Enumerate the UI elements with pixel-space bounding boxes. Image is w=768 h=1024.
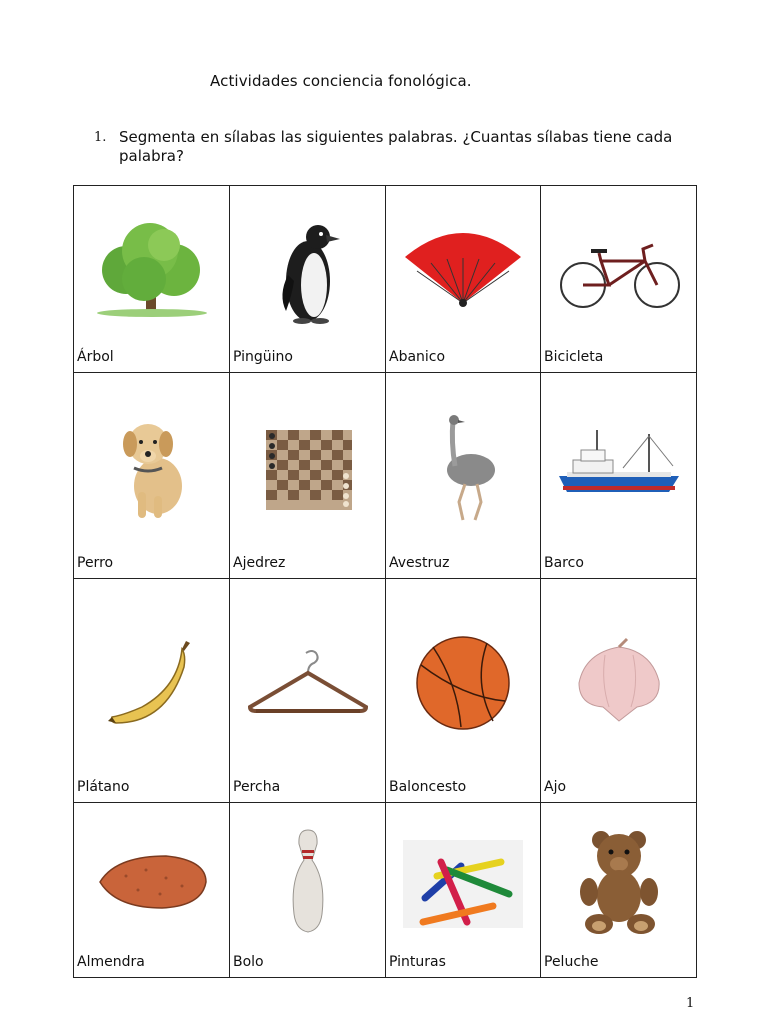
banana-icon xyxy=(86,627,218,739)
cell-barco xyxy=(541,373,697,579)
cell-ajo xyxy=(541,579,697,803)
cell-ajedrez xyxy=(230,373,386,579)
bowling-pin-icon xyxy=(242,826,374,938)
cell-platano xyxy=(74,579,230,803)
page-number: 1 xyxy=(686,996,695,1011)
ostrich-icon xyxy=(397,412,529,524)
fan-icon xyxy=(397,215,529,327)
question-number: 1. xyxy=(94,130,107,145)
cell-percha xyxy=(230,579,386,803)
cell-perro xyxy=(74,373,230,579)
cell-baloncesto xyxy=(386,579,541,803)
basketball-icon xyxy=(397,627,529,739)
word-label: Avestruz xyxy=(389,555,450,571)
bicycle-icon xyxy=(553,215,685,327)
cell-arbol xyxy=(74,186,230,373)
word-label: Barco xyxy=(544,555,584,571)
crayons-icon xyxy=(397,826,529,938)
cell-pinguino xyxy=(230,186,386,373)
penguin-icon xyxy=(242,215,374,327)
dog-icon xyxy=(86,412,218,524)
word-label: Baloncesto xyxy=(389,779,467,795)
word-label: Bicicleta xyxy=(544,349,604,365)
question-text: Segmenta en sílabas las siguientes palabras. ¿Cuantas sílabas tiene cada palabra? xyxy=(119,128,673,165)
boat-icon xyxy=(553,412,685,524)
word-label: Percha xyxy=(233,779,281,795)
word-label: Peluche xyxy=(544,954,599,970)
grid-row-1 xyxy=(74,186,697,373)
cell-pinturas xyxy=(386,803,541,978)
question-1 xyxy=(94,128,674,166)
grid-row-3 xyxy=(74,579,697,803)
cell-peluche xyxy=(541,803,697,978)
word-picture-grid xyxy=(73,185,697,978)
word-label: Árbol xyxy=(77,349,114,365)
word-label: Pinturas xyxy=(389,954,446,970)
almond-icon xyxy=(86,826,218,938)
hanger-icon xyxy=(242,627,374,739)
word-label: Ajo xyxy=(544,779,567,795)
teddy-bear-icon xyxy=(553,826,685,938)
grid-row-4 xyxy=(74,803,697,978)
garlic-icon xyxy=(553,627,685,739)
tree-icon xyxy=(86,215,218,327)
chess-icon xyxy=(242,412,374,524)
grid-row-2 xyxy=(74,373,697,579)
cell-abanico xyxy=(386,186,541,373)
word-label: Plátano xyxy=(77,779,130,795)
cell-bolo xyxy=(230,803,386,978)
word-label: Almendra xyxy=(77,954,145,970)
cell-almendra xyxy=(74,803,230,978)
word-label: Abanico xyxy=(389,349,446,365)
page-title: Actividades conciencia fonológica. xyxy=(210,72,472,90)
cell-bicicleta xyxy=(541,186,697,373)
cell-avestruz xyxy=(386,373,541,579)
word-label: Perro xyxy=(77,555,114,571)
word-label: Pingüino xyxy=(233,349,293,365)
word-label: Bolo xyxy=(233,954,264,970)
word-label: Ajedrez xyxy=(233,555,286,571)
